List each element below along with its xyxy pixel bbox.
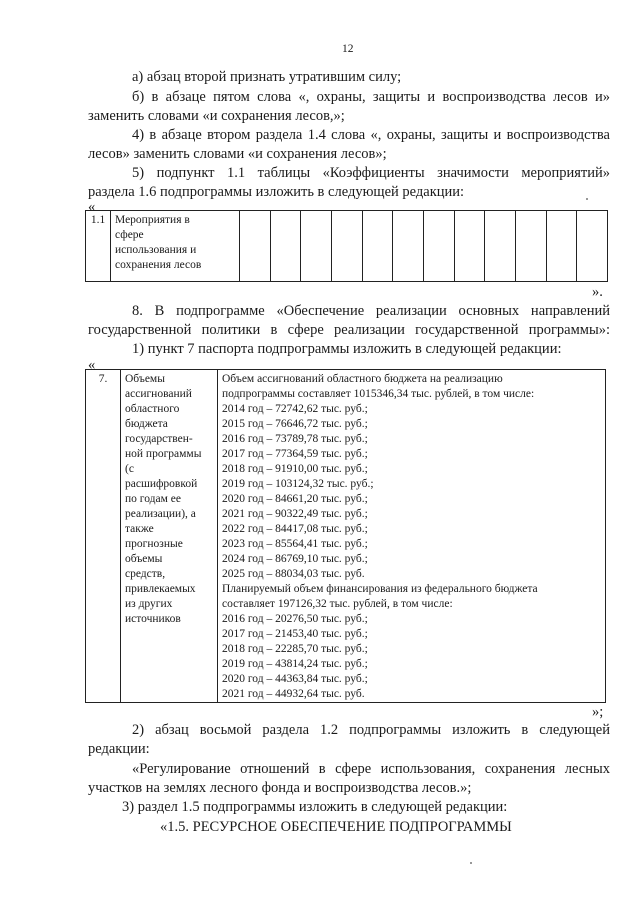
federal-year-line: 2018 год – 22285,70 тыс. руб.; (222, 643, 368, 655)
federal-intro-line: Планируемый объем финансирования из федерального бюджета (222, 583, 538, 595)
paragraph-2-line2: редакции: (88, 741, 150, 757)
open-quote-1: « (88, 199, 96, 215)
table1-empty-cell (270, 211, 301, 282)
paragraph-8-line2: государственной политики в сфере реализации государственной программы»: (88, 322, 610, 338)
table1-empty-cell (331, 211, 362, 282)
table2-label-line: из других (125, 598, 173, 610)
table-coefficients (85, 210, 608, 282)
regional-year-line: 2023 год – 85564,41 тыс. руб.; (222, 538, 368, 550)
paragraph-8-line1: 8. В подпрограмме «Обеспечение реализации основных направлений (132, 303, 610, 319)
table1-title-line: сохранения лесов (115, 259, 202, 271)
regional-year-line: 2017 год – 77364,59 тыс. руб.; (222, 448, 368, 460)
paragraph-b-line1: б) в абзаце пятом слова «, охраны, защиты и воспроизводства лесов и» (132, 89, 610, 105)
federal-year-line: 2017 год – 21453,40 тыс. руб.; (222, 628, 368, 640)
table1-empty-cell (240, 211, 271, 282)
table1-title-cell (111, 211, 240, 282)
quoted-paragraph-line2: участков на землях лесного фонда и воспроизводства лесов.»; (88, 780, 472, 796)
paragraph-b-line2: заменить словами «и сохранения лесов,»; (88, 108, 345, 124)
table2-label-line: реализации), а (125, 508, 196, 520)
table1-empty-cell (362, 211, 393, 282)
table1-row-number-cell (86, 211, 111, 282)
scan-speck (586, 198, 588, 200)
table1-empty-cell (301, 211, 332, 282)
federal-year-line: 2016 год – 20276,50 тыс. руб.; (222, 613, 368, 625)
paragraph-8-item1: 1) пункт 7 паспорта подпрограммы изложить в следующей редакции: (132, 341, 562, 357)
table1-empty-cell (485, 211, 516, 282)
paragraph-3: 3) раздел 1.5 подпрограммы изложить в следующей редакции: (122, 799, 508, 815)
table2-label-line: расшифровкой (125, 478, 198, 490)
table2-label-line: источников (125, 613, 181, 625)
table1-empty-cell (393, 211, 424, 282)
section-heading: «1.5. РЕСУРСНОЕ ОБЕСПЕЧЕНИЕ ПОДПРОГРАММЫ (160, 819, 512, 835)
regional-year-line: 2020 год – 84661,20 тыс. руб.; (222, 493, 368, 505)
federal-year-line: 2020 год – 44363,84 тыс. руб.; (222, 673, 368, 685)
table1-empty-cell (577, 211, 608, 282)
regional-intro-line: Объем ассигнований областного бюджета на реализацию (222, 373, 503, 385)
scan-speck (470, 862, 472, 864)
table2-label-line: бюджета (125, 418, 168, 430)
page-number: 12 (342, 43, 354, 55)
table2-label-line: привлекаемых (125, 583, 196, 595)
table1-empty-cell (423, 211, 454, 282)
table2-label-line: (с (125, 463, 134, 475)
table1-empty-cell (546, 211, 577, 282)
regional-year-line: 2022 год – 84417,08 тыс. руб.; (222, 523, 368, 535)
paragraph-2-line1: 2) абзац восьмой раздела 1.2 подпрограммы изложить в следующей (132, 722, 610, 738)
table2-label-line: также (125, 523, 154, 535)
regional-year-line: 2025 год – 88034,03 тыс. руб. (222, 568, 365, 580)
table2-label-line: областного (125, 403, 180, 415)
federal-year-line: 2021 год – 44932,64 тыс. руб. (222, 688, 365, 700)
table1-empty-cell (454, 211, 485, 282)
table2-label-line: государствен- (125, 433, 193, 445)
regional-year-line: 2016 год – 73789,78 тыс. руб.; (222, 433, 368, 445)
table2-label-line: ной программы (125, 448, 202, 460)
regional-year-line: 2014 год – 72742,62 тыс. руб.; (222, 403, 368, 415)
table2-label-cell (121, 370, 218, 703)
table2-label-line: объемы (125, 553, 163, 565)
table1-row-number: 1.1 (90, 214, 106, 226)
close-quote-1: ». (592, 284, 603, 300)
table1-empty-cell (515, 211, 546, 282)
regional-intro-line: подпрограммы составляет 1015346,34 тыс. рублей, в том числе: (222, 388, 535, 400)
table1-title-line: использования и (115, 244, 197, 256)
table-passport-item7 (85, 369, 606, 703)
regional-year-line: 2018 год – 91910,00 тыс. руб.; (222, 463, 368, 475)
federal-intro-line: составляет 197126,32 тыс. рублей, в том числе: (222, 598, 453, 610)
table2-label-line: средств, (125, 568, 166, 580)
paragraph-a: а) абзац второй признать утратившим силу; (132, 69, 402, 85)
paragraph-5-line1: 5) подпункт 1.1 таблицы «Коэффициенты значимости мероприятий» (132, 165, 610, 181)
close-quote-2: »; (592, 704, 604, 720)
regional-year-line: 2021 год – 90322,49 тыс. руб.; (222, 508, 368, 520)
table2-row-number: 7. (98, 373, 108, 385)
table2-label-line: Объемы (125, 373, 165, 385)
regional-year-line: 2019 год – 103124,32 тыс. руб.; (222, 478, 374, 490)
table2-label-line: прогнозные (125, 538, 183, 550)
federal-year-line: 2019 год – 43814,24 тыс. руб.; (222, 658, 368, 670)
table2-funding-cell (218, 370, 606, 703)
paragraph-5-line2: раздела 1.6 подпрограммы изложить в следующей редакции: (88, 184, 465, 200)
table2-row-number-cell (86, 370, 121, 703)
paragraph-4-line1: 4) в абзаце втором раздела 1.4 слова «, охраны, защиты и воспроизводства (132, 127, 610, 143)
regional-year-line: 2015 год – 76646,72 тыс. руб.; (222, 418, 368, 430)
quoted-paragraph-line1: «Регулирование отношений в сфере использования, сохранения лесных (132, 761, 610, 777)
paragraph-4-line2: лесов» заменить словами «и сохранения лесов»; (88, 146, 387, 162)
table1-title-line: Мероприятия в (115, 214, 190, 226)
table2-label-line: ассигнований (125, 388, 192, 400)
table2-label-line: по годам ее (125, 493, 181, 505)
table1-title-line: сфере (115, 229, 144, 241)
open-quote-2: « (88, 357, 96, 373)
regional-year-line: 2024 год – 86769,10 тыс. руб.; (222, 553, 368, 565)
